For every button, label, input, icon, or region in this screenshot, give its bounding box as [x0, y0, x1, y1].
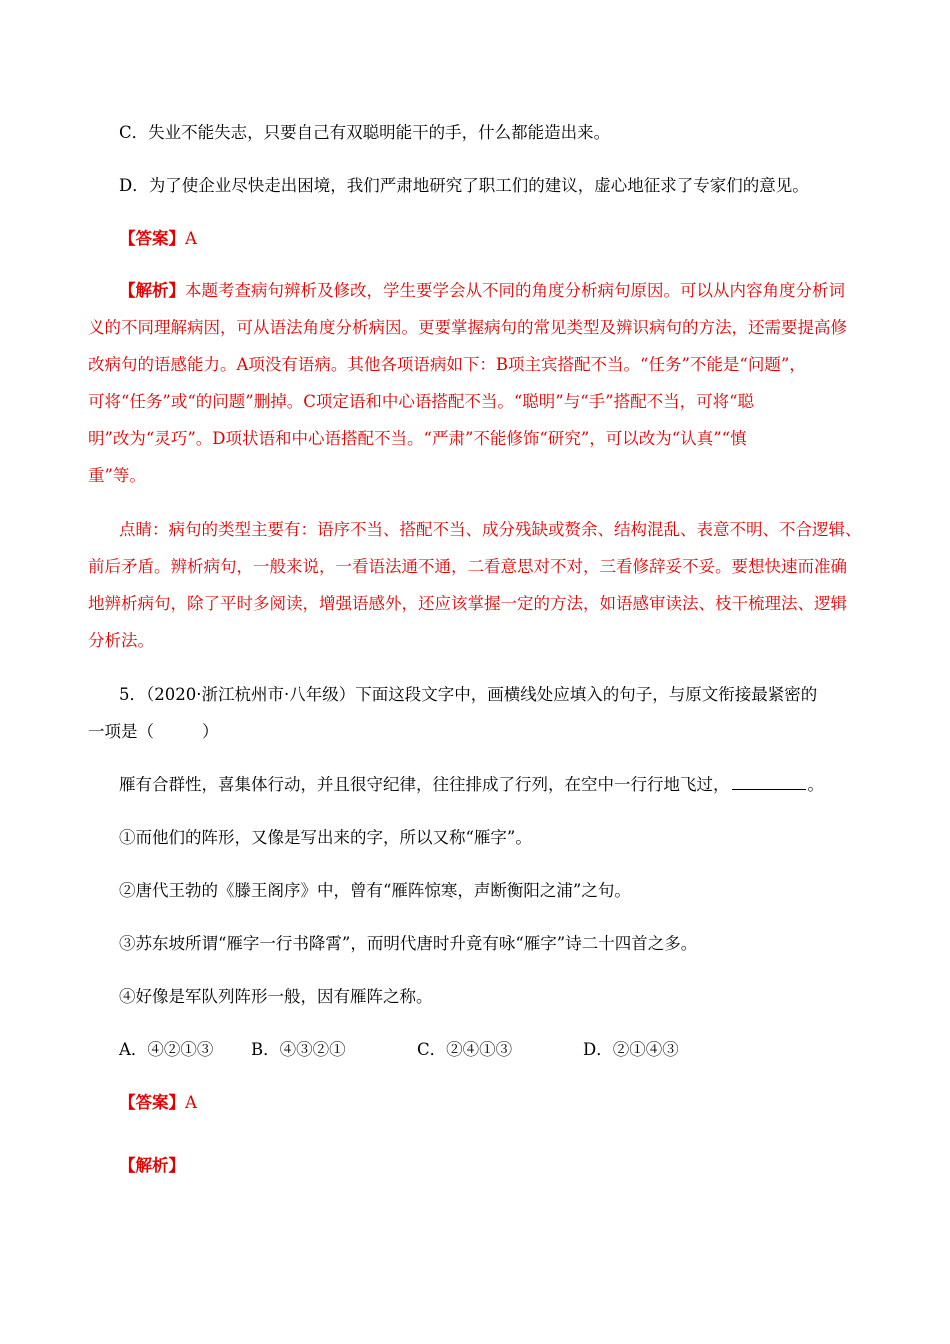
analysis-line-6: 重”等。 [88, 466, 146, 485]
q5-choice-a: A．④②①③ [119, 1040, 214, 1059]
q5-item-3: ③苏东坡所谓“雁字一行书降霄”，而明代唐时升竟有咏“雁字”诗二十四首之多。 [119, 934, 698, 953]
analysis-line-1: 【解析】本题考查病句辨析及修改，学生要学会从不同的角度分析病句原因。可以从内容角度分析词 [119, 281, 845, 300]
q5-answer [119, 1092, 197, 1114]
q5-passage: 雁有合群性，喜集体行动，并且很守纪律，往往排成了行列，在空中一行行地飞过， 。 [119, 775, 824, 794]
tip-line-4: 分析法。 [88, 631, 154, 650]
tip-line-3: 地辨析病句，除了平时多阅读，增强语感外，还应该掌握一定的方法，如语感审读法、枝干梳理法、逻辑 [88, 594, 847, 613]
analysis-line-5: 明”改为“灵巧”。D项状语和中心语搭配不当。“严肃”不能修饰“研究”，可以改为“认真”“慎 [88, 429, 747, 448]
q5-analysis-tag: 【解析】 [119, 1156, 185, 1175]
tip-line-2: 前后矛盾。辨析病句，一般来说，一看语法通不通，二看意思对不对，三看修辞妥不妥。要想快速而准确 [88, 557, 847, 576]
analysis-line-4: 可将“任务”或“的问题”删掉。C项定语和中心语搭配不当。“聪明”与“手”搭配不当，可将“聪 [88, 392, 755, 411]
q5-stem-line-1: 5．（2020·浙江杭州市·八年级）下面这段文字中，画横线处应填入的句子，与原文衔接最紧密的 [119, 685, 818, 704]
option-d: D．为了使企业尽快走出困境，我们严肃地研究了职工们的建议，虚心地征求了专家们的意见。 [119, 176, 809, 195]
option-c: C．失业不能失志，只要自己有双聪明能干的手，什么都能造出来。 [119, 123, 611, 142]
q5-choice-b: B．④③②① [251, 1040, 346, 1059]
q5-stem-line-2: 一项是（ ） [88, 722, 219, 741]
tip-line-1: 点睛：病句的类型主要有：语序不当、搭配不当、成分残缺或赘余、结构混乱、表意不明、不合逻辑、 [119, 520, 862, 539]
analysis-line-3: 改病句的语感能力。A项没有语病。其他各项语病如下：B项主宾搭配不当。“任务”不能是“问题”， [88, 355, 806, 374]
analysis-tag: 【解析】 [119, 281, 185, 300]
answer-tag: 【答案】 [119, 229, 185, 248]
q5-choice-c: C．②④①③ [417, 1040, 513, 1059]
q5-choice-d: D．②①④③ [583, 1040, 679, 1059]
answer-value: A [185, 229, 197, 248]
answer-value: A [185, 1093, 197, 1112]
q5-item-1: ①而他们的阵形，又像是写出来的字，所以又称“雁字”。 [119, 828, 532, 847]
fill-blank [732, 775, 806, 790]
q5-item-2: ②唐代王勃的《滕王阁序》中，曾有“雁阵惊寒，声断衡阳之浦”之句。 [119, 881, 631, 900]
q5-item-4: ④好像是军队列阵形一般，因有雁阵之称。 [119, 987, 433, 1006]
answer-tag: 【答案】 [119, 1093, 185, 1112]
q4-answer [119, 228, 197, 250]
analysis-line-2: 义的不同理解病因，可从语法角度分析病因。更要掌握病句的常见类型及辨识病句的方法，还需要提高修 [88, 318, 847, 337]
